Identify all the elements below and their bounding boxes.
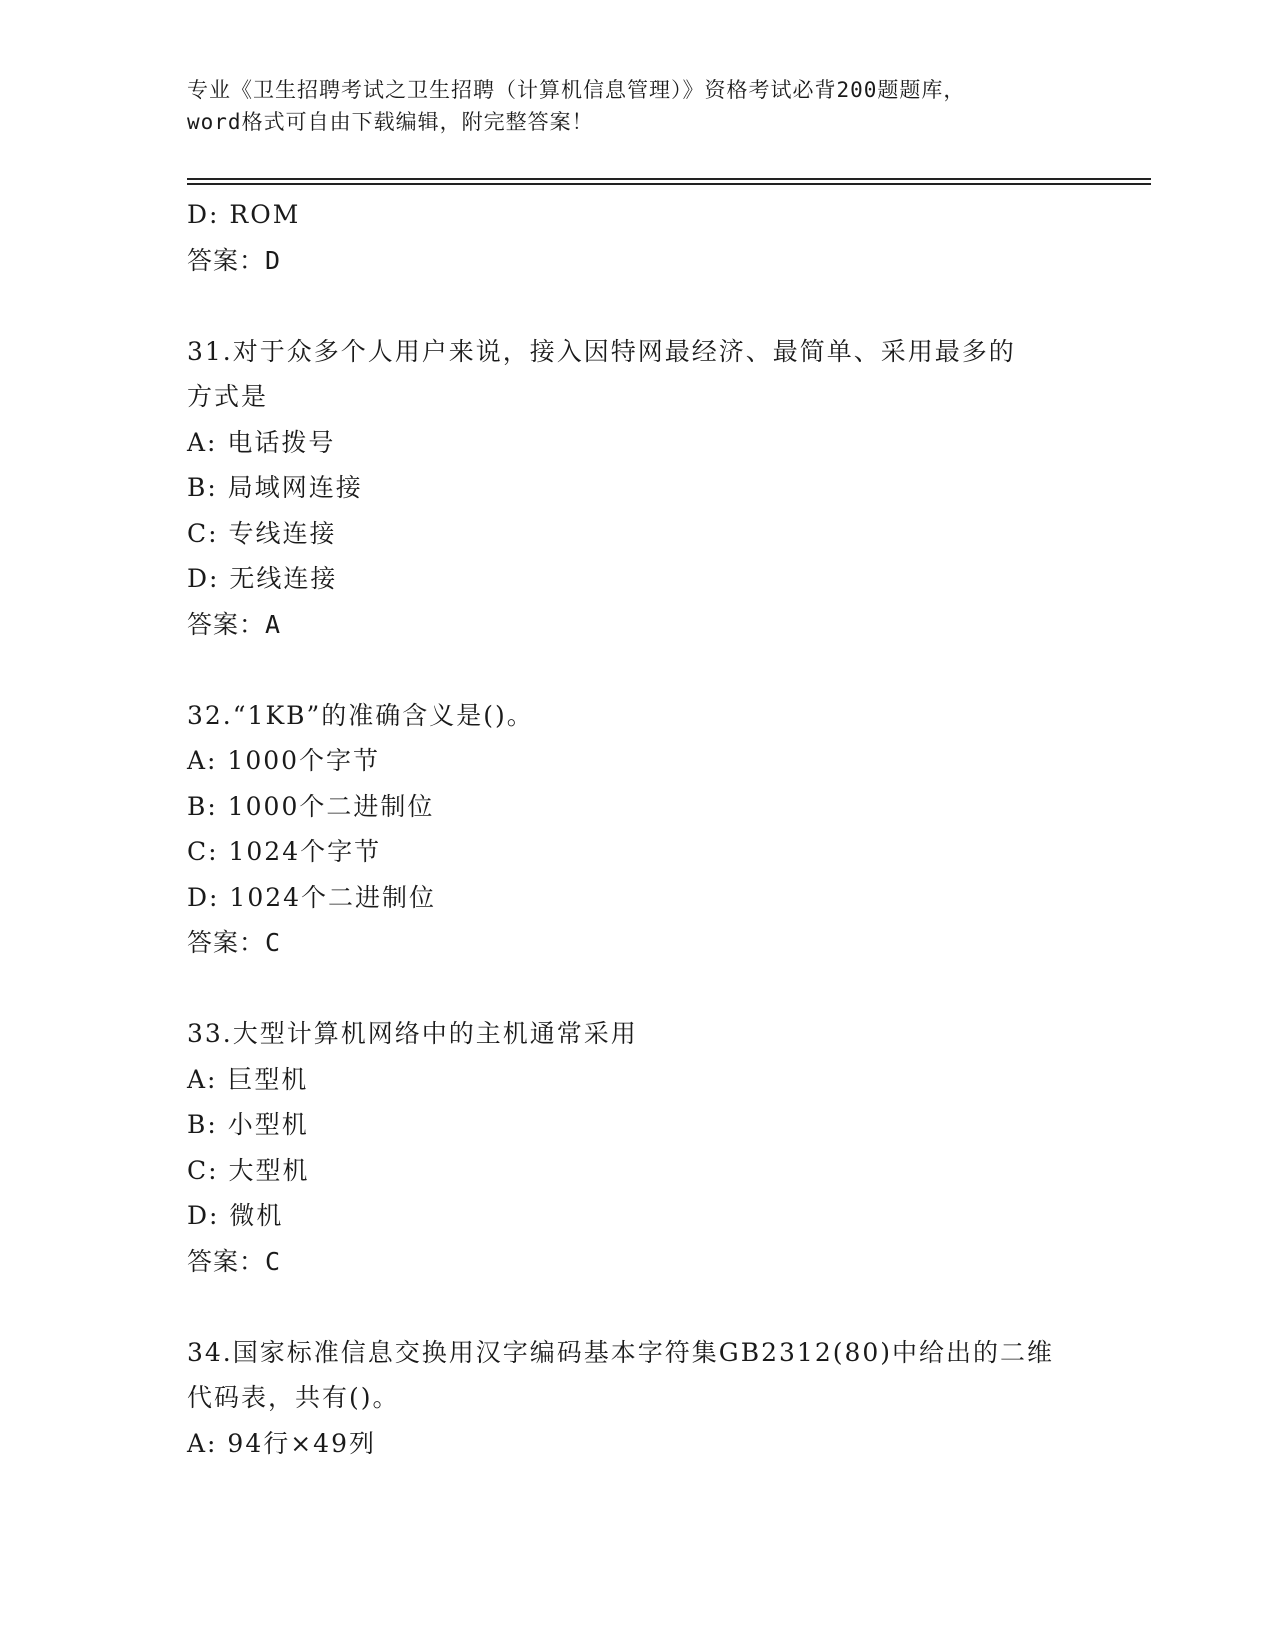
question-32-answer: 答案：C bbox=[187, 928, 282, 957]
question-32-option-a: A: 1000个字节 bbox=[187, 746, 381, 775]
spacer bbox=[187, 966, 1147, 1012]
question-33-answer: 答案：C bbox=[187, 1246, 282, 1276]
question-33-option-c: C: 大型机 bbox=[187, 1155, 310, 1185]
question-32-option-b: B: 1000个二进制位 bbox=[187, 791, 435, 821]
question-32-option-d: D: 1024个二进制位 bbox=[187, 882, 437, 912]
question-34-text-line-1: 34.国家标准信息交换用汉字编码基本字符集GB2312(80)中给出的二维 bbox=[187, 1337, 1055, 1367]
spacer bbox=[187, 1284, 1147, 1330]
spacer bbox=[187, 647, 1147, 693]
option-d: D: ROM bbox=[187, 200, 301, 229]
question-33-text: 33.大型计算机网络中的主机通常采用 bbox=[187, 1019, 638, 1048]
question-31-option-b: B: 局域网连接 bbox=[187, 473, 363, 502]
question-32-option-c: C: 1024个字节 bbox=[187, 837, 382, 866]
spacer bbox=[187, 283, 1147, 329]
header-divider-top bbox=[187, 178, 1151, 180]
question-31-text-line-2: 方式是 bbox=[187, 382, 269, 411]
question-31-answer: 答案：A bbox=[187, 609, 282, 639]
question-33-option-a: A: 巨型机 bbox=[187, 1064, 309, 1094]
question-31-option-c: C: 专线连接 bbox=[187, 518, 337, 548]
header-title-line-1: 专业《卫生招聘考试之卫生招聘（计算机信息管理）》资格考试必背200题题库， bbox=[187, 78, 966, 102]
question-31-text-line-1: 31.对于众多个人用户来说，接入因特网最经济、最简单、采用最多的 bbox=[187, 336, 1016, 366]
question-list bbox=[187, 192, 1147, 1466]
question-31-option-a: A: 电话拨号 bbox=[187, 427, 336, 457]
question-34-option-a: A: 94行×49列 bbox=[187, 1428, 376, 1458]
header-divider-bottom bbox=[187, 183, 1151, 185]
question-33-option-d: D: 微机 bbox=[187, 1201, 284, 1230]
question-31-option-d: D: 无线连接 bbox=[187, 564, 338, 593]
question-33-option-b: B: 小型机 bbox=[187, 1110, 309, 1139]
header-title-line-2: word格式可自由下载编辑，附完整答案！ bbox=[187, 110, 594, 134]
question-32-text: 32.“1KB”的准确含义是()。 bbox=[187, 700, 534, 730]
question-34-text-line-2: 代码表，共有()。 bbox=[187, 1383, 400, 1412]
document-header bbox=[187, 74, 1087, 138]
answer: 答案：D bbox=[187, 245, 282, 275]
